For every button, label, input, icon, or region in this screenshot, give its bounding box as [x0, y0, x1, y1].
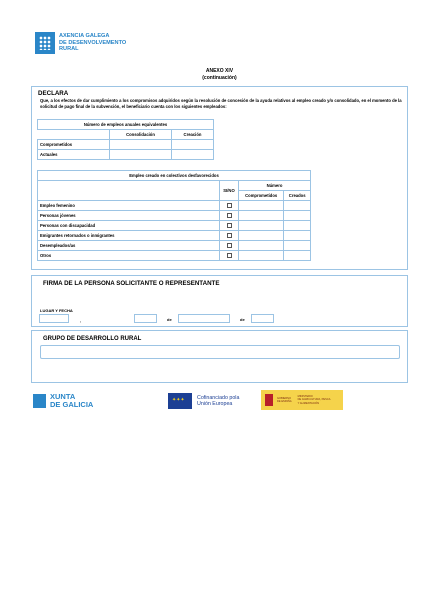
agader-emblem-icon	[35, 32, 55, 54]
emigrantes-creados-input[interactable]	[284, 231, 311, 241]
grupo-title: GRUPO DE DESARROLLO RURAL	[43, 336, 142, 342]
otros-comprometidos-input[interactable]	[239, 251, 284, 261]
mes-input[interactable]	[178, 314, 230, 323]
empleo-femenino-comprometidos-input[interactable]	[239, 201, 284, 211]
declara-title: DECLARA	[38, 90, 69, 97]
personas-jovenes-checkbox[interactable]	[227, 213, 232, 218]
actuales-creacion-input[interactable]	[172, 150, 214, 160]
personas-discapacidad-checkbox[interactable]	[227, 223, 232, 228]
actuales-consolidacion-input[interactable]	[110, 150, 172, 160]
ue-logo: ✦✦✦ Cofinanciado pola Unión Europea	[168, 390, 239, 412]
annex-title: ANEXO XIV (continuación)	[202, 68, 237, 81]
firma-section: FIRMA DE LA PERSONA SOLICITANTE O REPRESENTANTE LUGAR Y FECHA , de de	[31, 275, 408, 327]
personas-discapacidad-creados-input[interactable]	[284, 221, 311, 231]
desempleados-comprometidos-input[interactable]	[239, 241, 284, 251]
firma-title: FIRMA DE LA PERSONA SOLICITANTE O REPRESENTANTE	[43, 280, 220, 287]
grupo-section	[31, 330, 408, 383]
empleo-femenino-checkbox[interactable]	[227, 203, 232, 208]
eu-flag-icon	[168, 393, 192, 409]
otros-creados-input[interactable]	[284, 251, 311, 261]
comprometidos-consolidacion-input[interactable]	[110, 140, 172, 150]
spain-shield-icon	[265, 394, 273, 406]
emigrantes-checkbox[interactable]	[227, 233, 232, 238]
emigrantes-comprometidos-input[interactable]	[239, 231, 284, 241]
agader-logo	[35, 32, 126, 54]
lugar-input[interactable]	[39, 314, 69, 323]
xunta-emblem-icon	[33, 394, 46, 408]
declara-section	[31, 86, 408, 270]
ministerio-logo: GOBIERNO DE ESPAÑA MINISTERIO DE AGRICULTURA, PESCA Y ALIMENTACIÓN	[261, 390, 343, 410]
personas-jovenes-creados-input[interactable]	[284, 211, 311, 221]
otros-checkbox[interactable]	[227, 253, 232, 258]
employment-equivalent-table: Número de empleos anuales equivalentes Consolidación Creación Comprometidos Actuales	[37, 119, 214, 160]
agader-name: AXENCIA GALEGA DE DESENVOLVEMENTO RURAL	[59, 33, 127, 53]
declara-text: Que, a los efectos de dar cumplimiento a los compromisos adquiridos según la resolución de concesión de la ayuda relativos al empleo creado y/o consolidado, en el momento de la solicitud de pago final de la subvención, el beneficiario cuenta con los siguientes empleados:	[40, 98, 402, 109]
desempleados-creados-input[interactable]	[284, 241, 311, 251]
ano-input[interactable]	[251, 314, 274, 323]
personas-jovenes-comprometidos-input[interactable]	[239, 211, 284, 221]
personas-discapacidad-comprometidos-input[interactable]	[239, 221, 284, 231]
desempleados-checkbox[interactable]	[227, 243, 232, 248]
comprometidos-creacion-input[interactable]	[172, 140, 214, 150]
disadvantaged-groups-table: Empleo creado en colectivos desfavorecidos SI/NO Número Comprometidos Creados Empleo femenino Personas jóvenes Personas con discapacidad Emigrantes retornados o inmigrantes Desempleados/as Otros	[37, 170, 311, 261]
empleo-femenino-creados-input[interactable]	[284, 201, 311, 211]
grupo-input[interactable]	[40, 345, 400, 359]
dia-input[interactable]	[134, 314, 157, 323]
lugar-fecha-label: LUGAR Y FECHA	[40, 308, 73, 313]
xunta-logo: XUNTA DE GALICIA	[33, 390, 93, 412]
